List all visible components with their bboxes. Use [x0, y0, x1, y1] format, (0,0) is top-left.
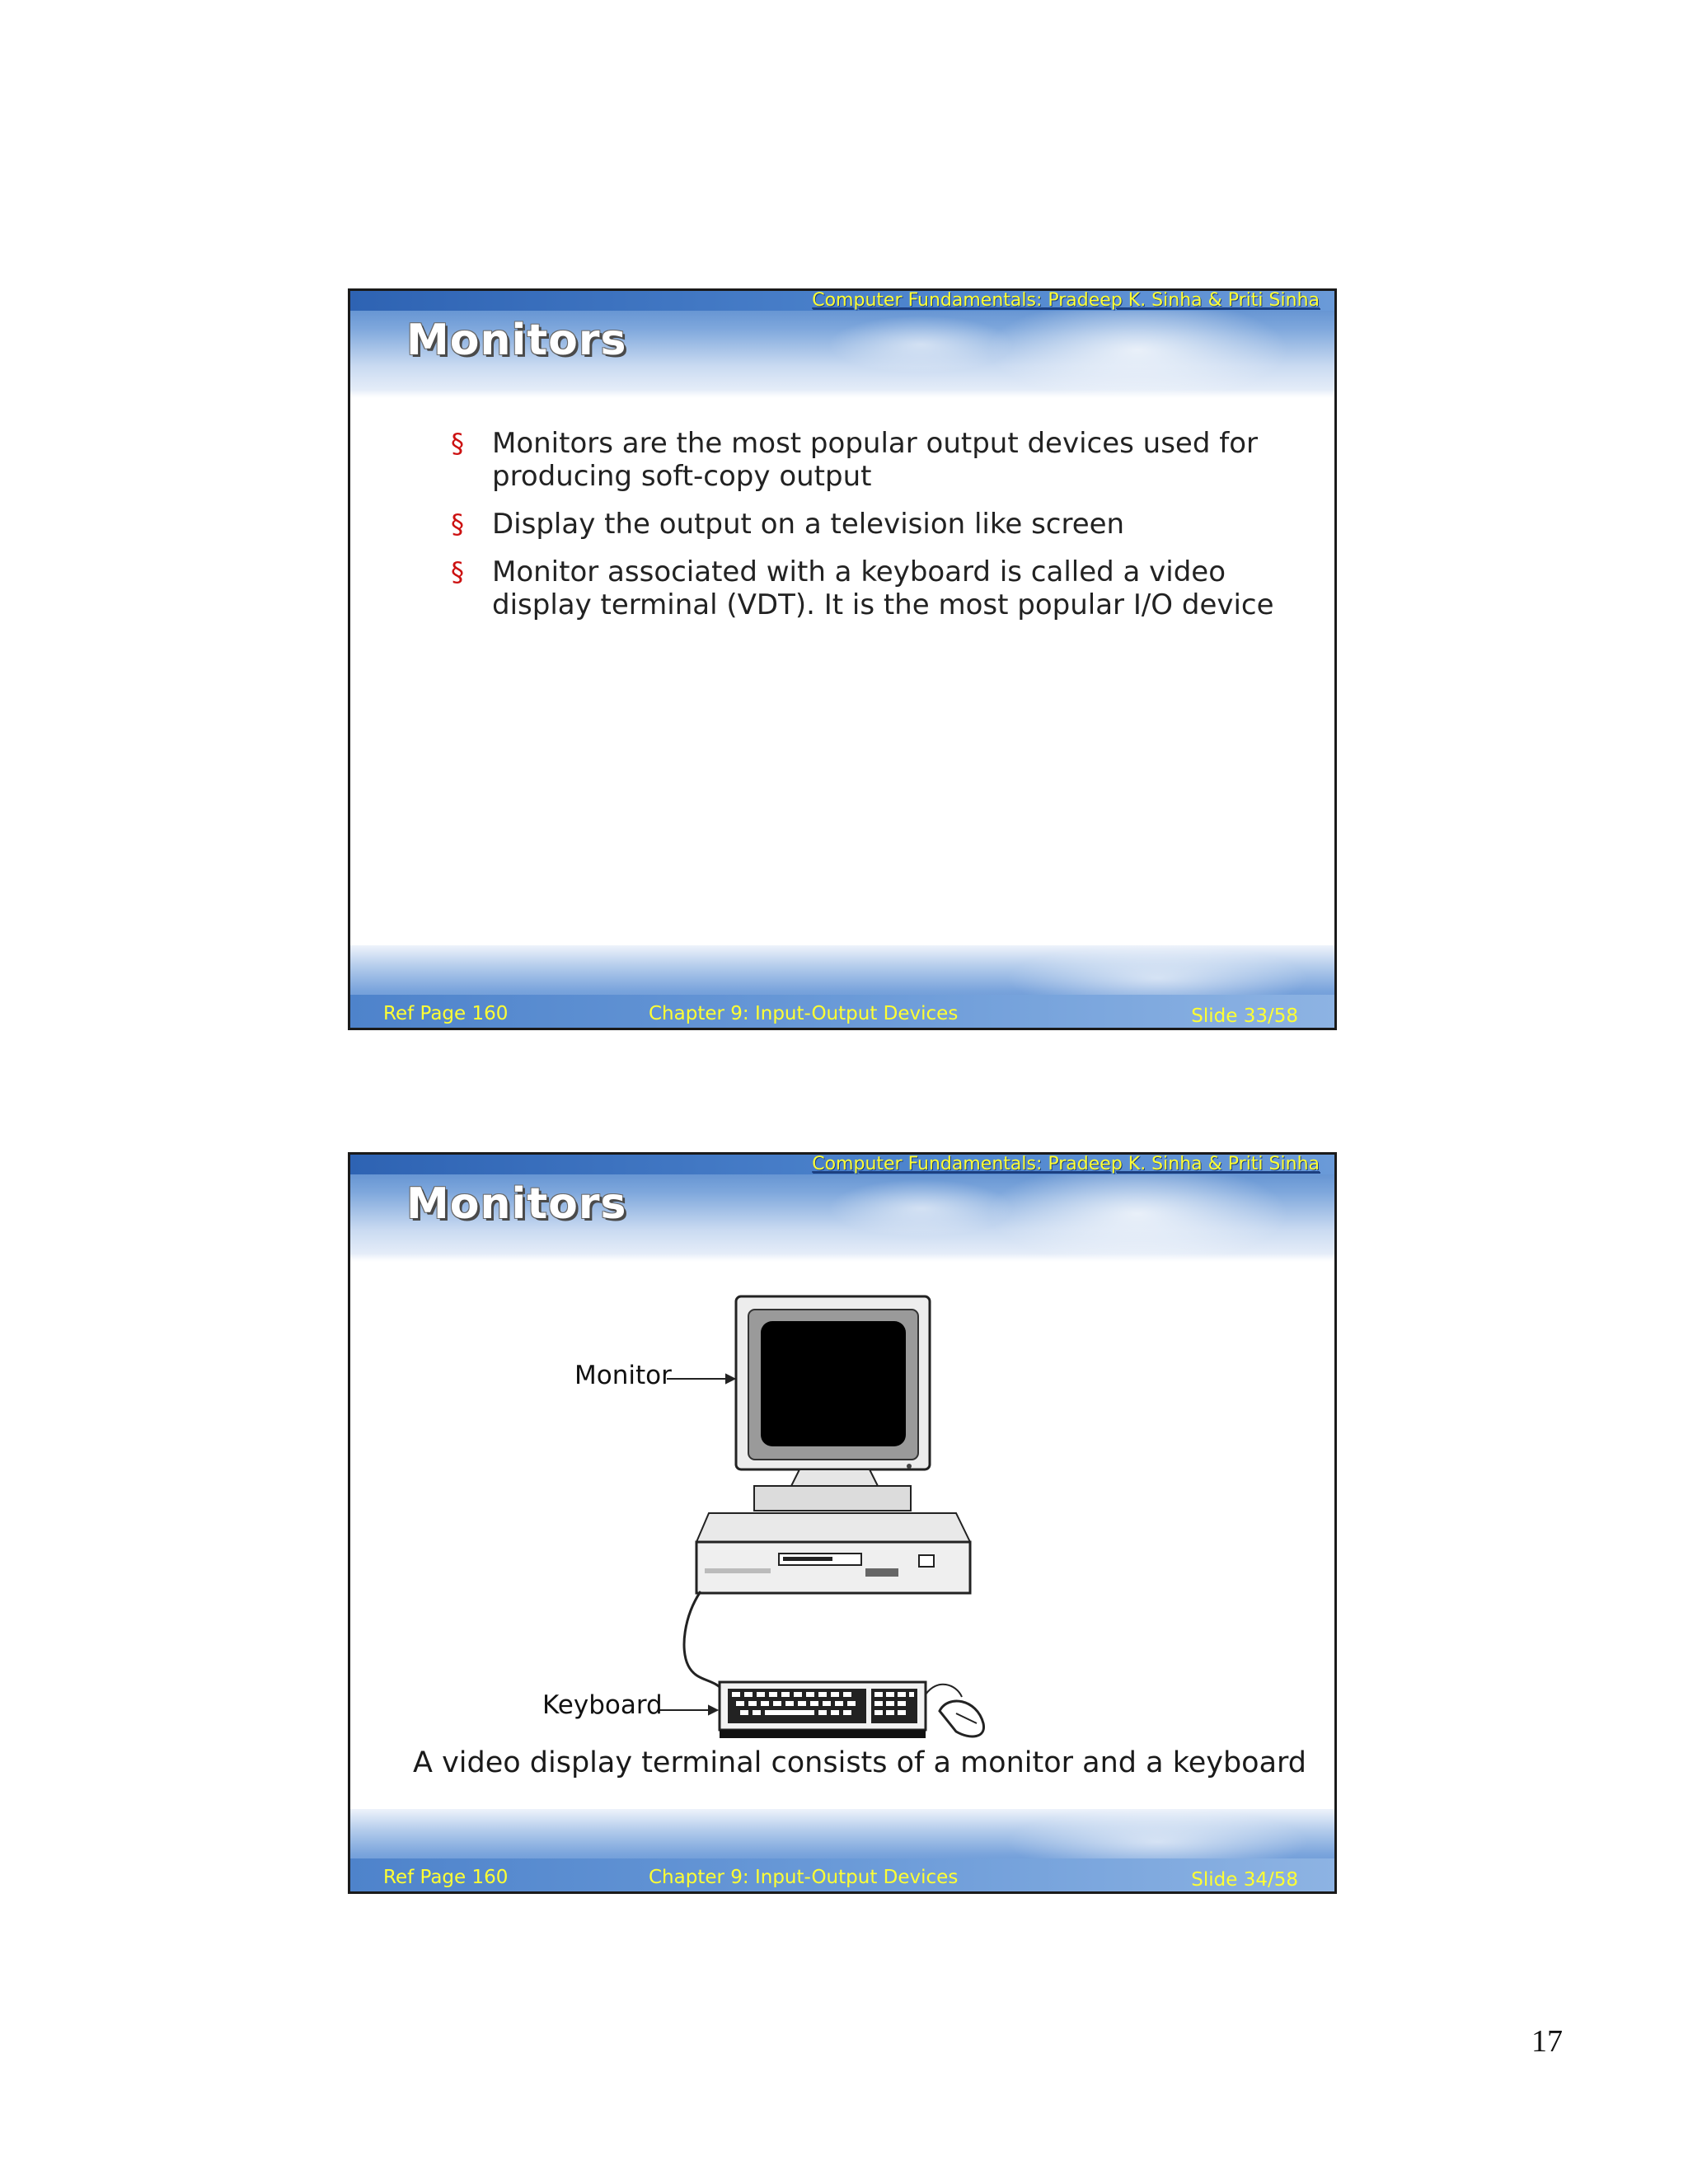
slide-34: [348, 1152, 1337, 1894]
chapter-title: Chapter 9: Input-Output Devices: [649, 1867, 959, 1888]
computer-illustration: [350, 1262, 1337, 1789]
ref-page: Ref Page 160: [383, 1003, 509, 1024]
bullet-list: [451, 427, 1283, 636]
section-mark-icon: §: [451, 428, 464, 459]
monitor-icon: [736, 1296, 930, 1511]
book-credit: Computer Fundamentals: Pradeep K. Sinha & Priti Sinha: [812, 1154, 1320, 1174]
system-unit-icon: [696, 1513, 970, 1593]
slide-title: Monitors: [406, 1179, 627, 1229]
chapter-title: Chapter 9: Input-Output Devices: [649, 1003, 959, 1024]
book-credit: Computer Fundamentals: Pradeep K. Sinha & Priti Sinha: [812, 290, 1320, 311]
section-mark-icon: §: [451, 556, 464, 588]
keyboard-cable: [684, 1591, 723, 1690]
slide-title: Monitors: [406, 316, 627, 365]
figure-caption: A video display terminal consists of a monitor and a keyboard: [413, 1746, 1307, 1779]
page-number: 17: [1531, 2024, 1563, 2059]
slide-header: [350, 291, 1334, 398]
monitor-arrow: [667, 1375, 734, 1383]
slide-number: Slide 33/58: [1191, 1005, 1298, 1027]
bullet-item: [451, 508, 1283, 541]
bullet-text: Display the output on a television like screen: [492, 508, 1125, 541]
slide-header: [350, 1155, 1334, 1262]
bullet-text: Monitors are the most popular output devices used for producing soft-copy output: [492, 427, 1258, 493]
bullet-item: [451, 427, 1283, 493]
vdt-figure: [350, 1262, 1334, 1814]
keyboard-icon: [720, 1682, 926, 1738]
slide-footer: [350, 945, 1334, 1028]
keyboard-arrow: [659, 1706, 717, 1714]
ref-page: Ref Page 160: [383, 1867, 509, 1888]
slide-33: [348, 288, 1337, 1030]
bullet-text: Monitor associated with a keyboard is called a video display terminal (VDT). It is the most popular I/O device: [492, 555, 1274, 621]
slide-footer: [350, 1809, 1334, 1891]
slide-number: Slide 34/58: [1191, 1869, 1298, 1891]
section-mark-icon: §: [451, 509, 464, 540]
keyboard-label: Keyboard: [542, 1690, 663, 1720]
monitor-label: Monitor: [574, 1361, 672, 1390]
mouse-icon: [926, 1685, 984, 1736]
bullet-item: [451, 555, 1283, 621]
